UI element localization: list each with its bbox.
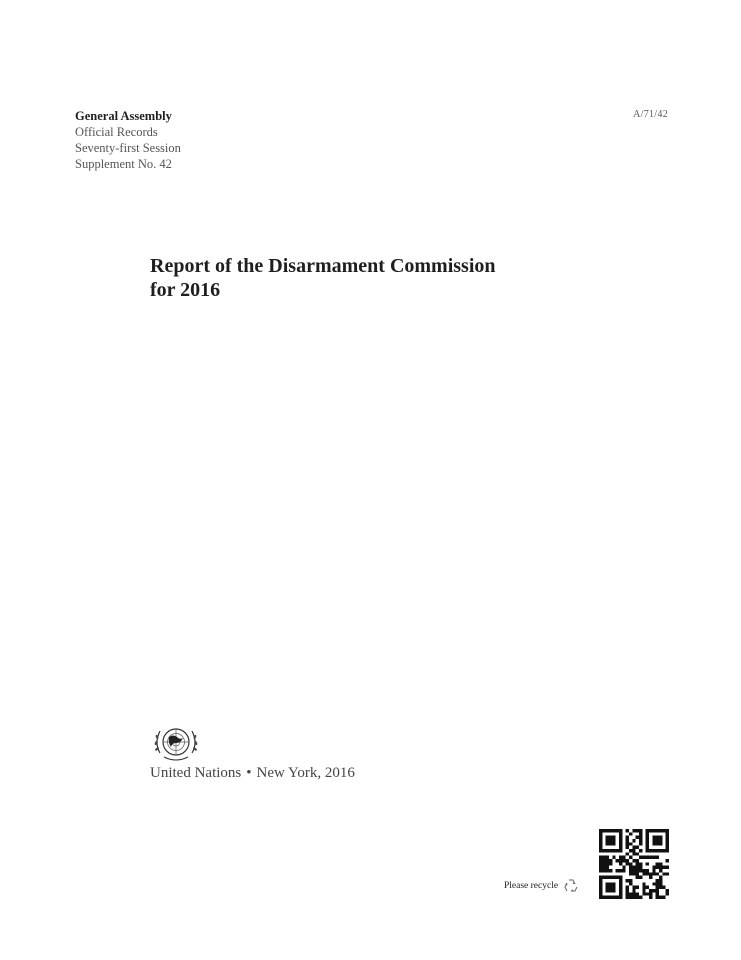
document-header — [75, 108, 181, 172]
document-symbol: A/71/42 — [633, 109, 668, 120]
imprint-separator: • — [246, 765, 252, 781]
session-name: Seventy-first Session — [75, 141, 181, 155]
record-type: Official Records — [75, 125, 158, 139]
supplement-number: Supplement No. 42 — [75, 157, 172, 171]
recycle-label: Please recycle — [504, 881, 559, 891]
organ-name: General Assembly — [75, 109, 172, 123]
publisher-name: United Nations — [150, 765, 242, 781]
title-line-1: Report of the Disarmament Commission — [150, 255, 496, 277]
qr-code-icon — [599, 829, 669, 899]
un-emblem-icon — [150, 723, 202, 763]
title-line-2: for 2016 — [150, 279, 221, 301]
document-title — [150, 254, 496, 302]
recycle-notice — [504, 876, 581, 896]
publication-place-year: New York, 2016 — [256, 765, 355, 781]
recycle-icon — [561, 876, 581, 896]
publisher-imprint — [150, 765, 355, 782]
